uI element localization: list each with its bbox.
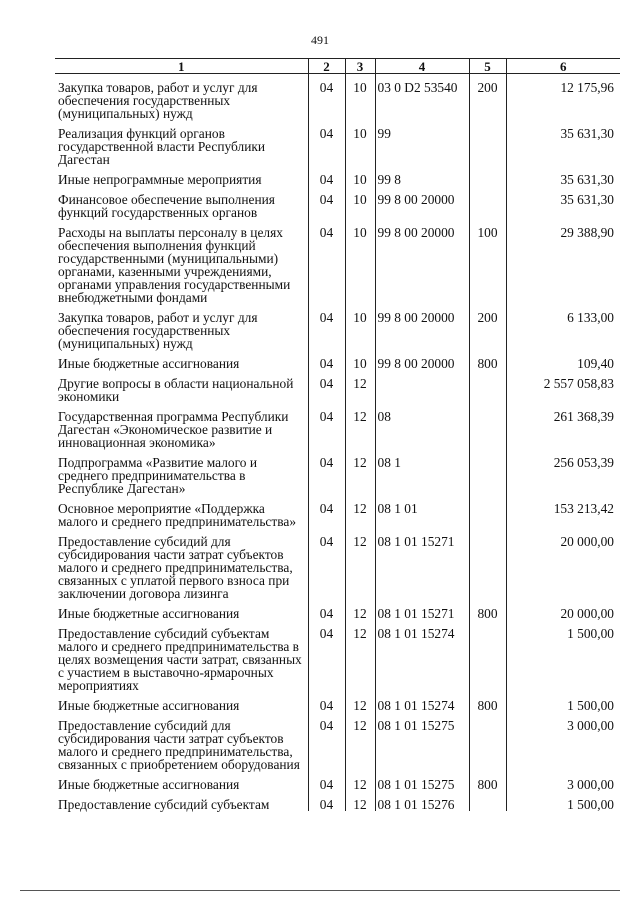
cell-amount: 153 213,42 — [506, 495, 620, 528]
cell-expense — [469, 495, 506, 528]
cell-amount: 3 000,00 — [506, 712, 620, 771]
cell-target — [375, 370, 469, 403]
cell-subsection: 12 — [345, 712, 375, 771]
cell-name: Предоставление субсидий для субсидирования части затрат субъектов малого и среднего предпринимательства, связанных с уплатой первого взноса при заключении договора лизинга — [58, 534, 293, 601]
cell-section: 04 — [308, 620, 345, 692]
cell-subsection: 10 — [345, 219, 375, 304]
table-row — [55, 350, 620, 370]
cell-amount: 20 000,00 — [506, 600, 620, 620]
table-row — [55, 120, 620, 166]
cell-subsection: 10 — [345, 186, 375, 219]
cell-subsection: 10 — [345, 120, 375, 166]
cell-section: 04 — [308, 166, 345, 186]
cell-subsection: 10 — [345, 350, 375, 370]
table-row — [55, 528, 620, 600]
table-row — [55, 449, 620, 495]
cell-subsection: 12 — [345, 370, 375, 403]
cell-section: 04 — [308, 692, 345, 712]
cell-target: 08 1 01 15274 — [375, 692, 469, 712]
cell-expense — [469, 166, 506, 186]
table-body — [55, 74, 620, 812]
cell-subsection: 12 — [345, 692, 375, 712]
cell-expense: 100 — [469, 219, 506, 304]
cell-expense: 800 — [469, 771, 506, 791]
cell-name: Иные бюджетные ассигнования — [58, 777, 240, 792]
cell-subsection: 10 — [345, 74, 375, 121]
cell-amount: 2 557 058,83 — [506, 370, 620, 403]
cell-expense — [469, 528, 506, 600]
header-section: 2 — [308, 59, 345, 74]
cell-target: 08 1 01 15274 — [375, 620, 469, 692]
cell-amount: 12 175,96 — [506, 74, 620, 121]
cell-name: Финансовое обеспечение выполнения функций государственных органов — [58, 192, 275, 220]
header-amount: 6 — [506, 59, 620, 74]
cell-name: Предоставление субсидий для субсидирования части затрат субъектов малого и среднего предпринимательства, связанных с приобретением оборудования — [58, 718, 300, 772]
cell-section: 04 — [308, 449, 345, 495]
cell-subsection: 12 — [345, 449, 375, 495]
cell-target: 08 1 01 15271 — [375, 600, 469, 620]
cell-section: 04 — [308, 600, 345, 620]
cell-subsection: 10 — [345, 304, 375, 350]
cell-name: Иные бюджетные ассигнования — [58, 698, 240, 713]
cell-subsection: 12 — [345, 620, 375, 692]
cell-name: Предоставление субсидий субъектам — [58, 797, 270, 812]
table-header-row — [55, 59, 620, 74]
cell-target: 08 — [375, 403, 469, 449]
cell-target: 08 1 01 — [375, 495, 469, 528]
cell-section: 04 — [308, 219, 345, 304]
cell-target: 03 0 D2 53540 — [375, 74, 469, 121]
cell-amount: 1 500,00 — [506, 791, 620, 811]
cell-subsection: 12 — [345, 791, 375, 811]
cell-expense — [469, 620, 506, 692]
cell-amount: 35 631,30 — [506, 166, 620, 186]
cell-expense — [469, 370, 506, 403]
cell-target: 08 1 01 15275 — [375, 771, 469, 791]
cell-target: 99 8 00 20000 — [375, 186, 469, 219]
table-row — [55, 712, 620, 771]
cell-section: 04 — [308, 370, 345, 403]
cell-expense: 800 — [469, 600, 506, 620]
cell-section: 04 — [308, 186, 345, 219]
table-row — [55, 771, 620, 791]
cell-amount: 256 053,39 — [506, 449, 620, 495]
cell-amount: 1 500,00 — [506, 692, 620, 712]
table-row — [55, 370, 620, 403]
table-row — [55, 166, 620, 186]
table-row — [55, 620, 620, 692]
cell-section: 04 — [308, 528, 345, 600]
cell-section: 04 — [308, 304, 345, 350]
cell-name: Реализация функций органов государственной власти Республики Дагестан — [58, 126, 266, 167]
cell-section: 04 — [308, 120, 345, 166]
header-subsection: 3 — [345, 59, 375, 74]
cell-name: Основное мероприятие «Поддержка малого и среднего предпринимательства» — [58, 501, 297, 529]
cell-expense: 200 — [469, 304, 506, 350]
cell-section: 04 — [308, 403, 345, 449]
cell-target: 99 8 00 20000 — [375, 350, 469, 370]
cell-section: 04 — [308, 771, 345, 791]
cell-name: Закупка товаров, работ и услуг для обеспечения государственных (муниципальных) нужд — [58, 310, 258, 351]
cell-amount: 20 000,00 — [506, 528, 620, 600]
cell-expense — [469, 120, 506, 166]
cell-name: Государственная программа Республики Дагестан «Экономическое развитие и инновационная экономика» — [58, 409, 289, 450]
cell-expense — [469, 791, 506, 811]
table-row — [55, 219, 620, 304]
cell-name: Другие вопросы в области национальной экономики — [58, 376, 294, 404]
cell-amount: 35 631,30 — [506, 186, 620, 219]
cell-amount: 6 133,00 — [506, 304, 620, 350]
cell-name: Расходы на выплаты персоналу в целях обеспечения выполнения функций государственными (муниципальными) органами, казенными учреждениями, органами управления государственными внебюджетными фондами — [58, 225, 291, 305]
cell-section: 04 — [308, 350, 345, 370]
cell-name: Подпрограмма «Развитие малого и среднего предпринимательства в Республике Дагестан» — [58, 455, 257, 496]
cell-amount: 35 631,30 — [506, 120, 620, 166]
cell-amount: 3 000,00 — [506, 771, 620, 791]
header-expense: 5 — [469, 59, 506, 74]
cell-expense: 200 — [469, 74, 506, 121]
cell-amount: 1 500,00 — [506, 620, 620, 692]
cell-section: 04 — [308, 74, 345, 121]
cell-expense — [469, 186, 506, 219]
cell-section: 04 — [308, 495, 345, 528]
cell-target: 99 8 00 20000 — [375, 219, 469, 304]
cell-amount: 29 388,90 — [506, 219, 620, 304]
budget-table — [55, 58, 620, 811]
cell-name: Иные бюджетные ассигнования — [58, 356, 240, 371]
table-row — [55, 692, 620, 712]
cell-expense — [469, 712, 506, 771]
table-row — [55, 186, 620, 219]
cell-target: 08 1 01 15275 — [375, 712, 469, 771]
header-target: 4 — [375, 59, 469, 74]
cell-target: 99 8 — [375, 166, 469, 186]
cell-target: 08 1 — [375, 449, 469, 495]
table-row — [55, 74, 620, 121]
cell-section: 04 — [308, 712, 345, 771]
cell-expense — [469, 403, 506, 449]
page-number: 491 — [311, 33, 329, 47]
cell-target: 99 — [375, 120, 469, 166]
cell-subsection: 12 — [345, 600, 375, 620]
cell-subsection: 12 — [345, 495, 375, 528]
cell-subsection: 12 — [345, 528, 375, 600]
table-row — [55, 495, 620, 528]
cell-name: Иные бюджетные ассигнования — [58, 606, 240, 621]
cell-subsection: 12 — [345, 771, 375, 791]
cell-subsection: 12 — [345, 403, 375, 449]
cell-expense — [469, 449, 506, 495]
table-row — [55, 403, 620, 449]
cell-expense: 800 — [469, 692, 506, 712]
cell-amount: 109,40 — [506, 350, 620, 370]
cell-target: 08 1 01 15276 — [375, 791, 469, 811]
cell-expense: 800 — [469, 350, 506, 370]
cell-subsection: 10 — [345, 166, 375, 186]
header-name: 1 — [55, 59, 308, 74]
table-row — [55, 304, 620, 350]
cell-target: 08 1 01 15271 — [375, 528, 469, 600]
cell-name: Закупка товаров, работ и услуг для обеспечения государственных (муниципальных) нужд — [58, 80, 258, 121]
cell-amount: 261 368,39 — [506, 403, 620, 449]
table-row — [55, 600, 620, 620]
cell-name: Предоставление субсидий субъектам малого и среднего предпринимательства в целях возмещения части затрат, связанных с участием в выставочно-ярмарочных мероприятиях — [58, 626, 302, 693]
cell-target: 99 8 00 20000 — [375, 304, 469, 350]
cell-name: Иные непрограммные мероприятия — [58, 172, 262, 187]
cell-section: 04 — [308, 791, 345, 811]
table-row — [55, 791, 620, 811]
bottom-rule — [20, 890, 620, 891]
